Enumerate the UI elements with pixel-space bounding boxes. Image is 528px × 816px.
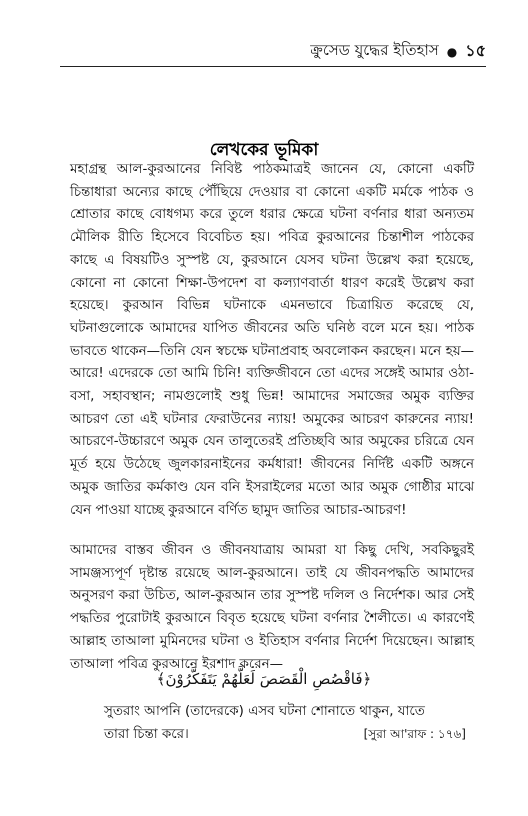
paragraph-1: মহাগ্রন্থ আল-কুরআনের নিবিষ্ট পাঠকমাত্রই জানেন যে, কোনো একটি চিন্তাধারা অন্যের কাছে পৌঁছিয়ে দেওয়ার বা কোনো একটি মর্মকে পাঠক ও শ্রোতার কাছে বোধগম্য করে তুলে ধরার ক্ষেত্রে ঘটনা বর্ণনার ধারা অন্যতম মৌলিক রীতি হিসেবে বিবেচিত হয়। পবিত্র কুরআনের চিন্তাশীল পাঠকের কাছে এ বিষয়টিও সুস্পষ্ট যে, কুরআনে যেসব ঘটনা উল্লেখ করা হয়েছে, কোনো না কোনো শিক্ষা-উপদেশ বা কল্যাণবার্তা ধারণ করেই উল্লেখ করা হয়েছে। কুরআন বিভিন্ন ঘটনাকে এমনভাবে চিত্রায়িত করেছে যে, ঘটনাগুলোকে আমাদের যাপিত জীবনের অতি ঘনিষ্ঠ বলে মনে হয়। পাঠক ভাবতে থাকেন—তিনি যেন স্বচক্ষে ঘটনাপ্রবাহ অবলোকন করছেন। মনে হয়—আরে! এদেরকে তো আমি চিনি! ব্যক্তিজীবনে তো এদের সঙ্গেই আমার ওঠা-বসা, সহাবস্থান; নামগুলোই শুধু ভিন্ন! আমাদের সমাজের অমুক ব্যক্তির আচরণ তো এই ঘটনার ফেরাউনের ন্যায়! অমুকের আচরণ কারুনের ন্যায়! আচরণে-উচ্চারণে অমুক যেন তালুতেরই প্রতিচ্ছবি আর অমুকের চরিত্রে যেন মূর্ত হয়ে উঠেছে জুলকারনাইনের কর্মধারা! জীবনের নির্দিষ্ট একটি অঙ্গনে অমুক জাতির কর্মকাণ্ড যেন বনি ইসরাইলের মতো আর অমুক গোষ্ঠীর মাঝে যেন পাওয়া যাচ্ছে কুরআনে বর্ণিত ছামুদ জাতির আচার-আচরণ!: [70, 162, 474, 518]
running-title: ক্রুসেড যুদ্ধের ইতিহাস: [310, 41, 439, 59]
verse-translation: [104, 701, 484, 746]
translation-line-2: তারা চিন্তা করে।: [104, 727, 189, 742]
verse-citation: [সুরা আ'রাফ : ১৭৬]: [363, 727, 466, 741]
running-header: [310, 38, 486, 65]
translation-line-1: সুতরাং আপনি (তাদেরকে) এসব ঘটনা শোনাতে থাকুন, যাতে: [104, 704, 425, 719]
arabic-verse: ﴿فَاقْصُصِ الْقَصَصَ لَعَلَّهُمْ يَتَفَكَّرُوْنَ﴾: [156, 670, 372, 688]
page-number: ১৫: [465, 41, 486, 60]
bullet-icon: ●: [446, 44, 458, 59]
paragraph-2: আমাদের বাস্তব জীবন ও জীবনযাত্রায় আমরা যা কিছু দেখি, সবকিছুরই সামঞ্জস্যপূর্ণ দৃষ্টান্ত রয়েছে আল-কুরআনে। তাই যে জীবনপদ্ধতি আমাদের অনুসরণ করা উচিত, আল-কুরআন তার সুস্পষ্ট দলিল ও নির্দেশক। আর সেই পদ্ধতির পুরোটাই কুরআনে বিবৃত হয়েছে ঘটনা বর্ণনার শৈলীতে। এ কারণেই আল্লাহ তাআলা মুমিনদের ঘটনা ও ইতিহাস বর্ণনার নির্দেশ দিয়েছেন। আল্লাহ তাআলা পবিত্র কুরআনে ইরশাদ করেন—: [70, 543, 474, 672]
header-rule: [60, 66, 486, 67]
chapter-title: লেখকের ভূমিকা: [209, 140, 319, 160]
